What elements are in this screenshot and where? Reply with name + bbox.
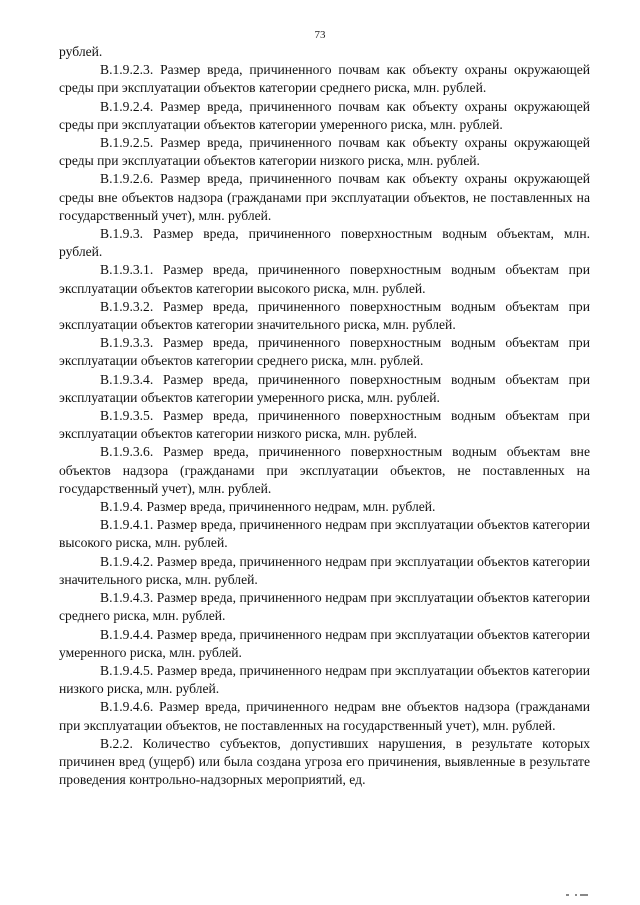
paragraph: В.1.9.4.3. Размер вреда, причиненного недрам при эксплуатации объектов категории среднего риска, млн. рублей. bbox=[59, 590, 590, 624]
paragraph: В.1.9.3.4. Размер вреда, причиненного поверхностным водным объектам при эксплуатации объектов категории умеренного риска, млн. рублей. bbox=[59, 371, 590, 405]
paragraph: В.1.9.4.1. Размер вреда, причиненного недрам при эксплуатации объектов категории высокого риска, млн. рублей. bbox=[59, 517, 590, 551]
paragraph: В.1.9.2.6. Размер вреда, причиненного почвам как объекту охраны окружающей среды вне объектов надзора (гражданами при эксплуатации объектов, не поставленных на государственный учет), млн. рублей. bbox=[59, 171, 590, 223]
paragraph: В.1.9.2.3. Размер вреда, причиненного почвам как объекту охраны окружающей среды при эксплуатации объектов категории среднего риска, млн. рублей. bbox=[59, 62, 590, 96]
paragraph: В.1.9.3.2. Размер вреда, причиненного поверхностным водным объектам при эксплуатации объектов категории значительного риска, млн. рублей. bbox=[59, 298, 590, 333]
document-body bbox=[59, 43, 590, 789]
paragraph: В.1.9.3.6. Размер вреда, причиненного поверхностным водным объектам вне объектов надзора (гражданами при эксплуатации объектов, не поставленных на государственный учет), млн. рублей. bbox=[59, 444, 590, 496]
paragraph: В.1.9.4.6. Размер вреда, причиненного недрам вне объектов надзора (гражданами при эксплуатации объектов, не поставленных на государственный учет), млн. рублей. bbox=[59, 699, 590, 733]
paragraph: В.1.9.3.5. Размер вреда, причиненного поверхностным водным объектам при эксплуатации объектов категории низкого риска, млн. рублей. bbox=[59, 408, 590, 442]
paragraph: В.1.9.4. Размер вреда, причиненного недрам, млн. рублей. bbox=[100, 499, 436, 515]
scan-artifact bbox=[566, 894, 590, 898]
paragraph: В.1.9.4.4. Размер вреда, причиненного недрам при эксплуатации объектов категории умеренного риска, млн. рублей. bbox=[59, 626, 590, 660]
paragraph: В.1.9.4.5. Размер вреда, причиненного недрам при эксплуатации объектов категории низкого риска, млн. рублей. bbox=[59, 662, 590, 697]
paragraph: В.1.9.3.3. Размер вреда, причиненного поверхностным водным объектам при эксплуатации объектов категории среднего риска, млн. рублей. bbox=[59, 335, 590, 369]
paragraph: В.1.9.3. Размер вреда, причиненного поверхностным водным объектам, млн. рублей. bbox=[59, 226, 590, 260]
page-number: 73 bbox=[314, 29, 326, 41]
paragraph: рублей. bbox=[59, 44, 103, 59]
paragraph: В.1.9.2.4. Размер вреда, причиненного почвам как объекту охраны окружающей среды при эксплуатации объектов категории умеренного риска, млн. рублей. bbox=[59, 98, 590, 132]
paragraph: В.1.9.3.1. Размер вреда, причиненного поверхностным водным объектам при эксплуатации объектов категории высокого риска, млн. рублей. bbox=[59, 262, 590, 296]
paragraph: В.2.2. Количество субъектов, допустивших нарушения, в результате которых причинен вред (ущерб) или была создана угроза его причинения, выявленные в результате проведения контрольно-надзорных мероприятий, ед. bbox=[59, 735, 590, 788]
paragraph: В.1.9.2.5. Размер вреда, причиненного почвам как объекту охраны окружающей среды при эксплуатации объектов категории низкого риска, млн. рублей. bbox=[59, 135, 590, 169]
paragraph: В.1.9.4.2. Размер вреда, причиненного недрам при эксплуатации объектов категории значительного риска, млн. рублей. bbox=[59, 553, 590, 587]
